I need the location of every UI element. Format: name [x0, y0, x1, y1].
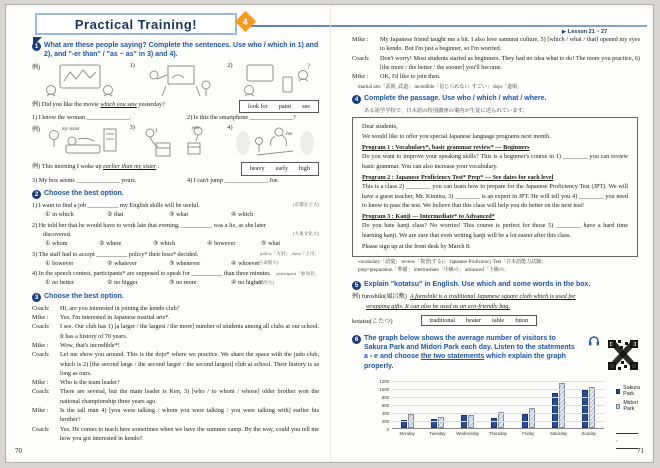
page-title-text: Practical Training!	[74, 16, 198, 32]
figure-label-joe: Joe	[285, 132, 293, 138]
s3-glossary: martial arts「武術, 武道」 incredible「信じられない, すごい」 dojo「道場」	[358, 85, 523, 91]
illustration-search-phone: 2) ?	[227, 62, 319, 99]
section-6-number: 6	[352, 335, 361, 344]
bar-midori-park-friday	[529, 408, 535, 428]
example-answer: which you saw	[100, 100, 137, 108]
word-box-2: heavy early high	[241, 162, 319, 175]
gridline	[392, 381, 604, 382]
illustration-heavy-boxes: 3) I you	[130, 124, 222, 161]
program-2-body: This is a class 2) ________ you can learn how to prepare for the Japanese Proficiency Test (JPT). We will have a guest teacher, Mr. Kimura, 3) ________ is an expert in JPT. He will tell you 4) ________ you need to know to pass the test. We believe that this class will help you do better on the next test!	[362, 183, 628, 209]
letter-closing: Please sign up at the front desk by March 8.	[362, 243, 471, 251]
gridline	[392, 389, 604, 390]
answer-blank-2	[616, 443, 638, 449]
s2-item-4: 4) In the speech contest, participants* are supposed to speak for __________ than three minutes. participant「参加者」 ① no better ② no bigger ③ no more ④ no higher (関西大)	[32, 270, 319, 287]
s2-item-2-options: ① whom ② where ③ which ④ however ⑤ what	[45, 240, 281, 248]
section-4-heading: 4 Complete the passage. Use who / which / what / where.	[352, 94, 640, 104]
y-axis-tick: 400	[381, 410, 389, 416]
x-axis-label: Thursday	[489, 431, 507, 437]
x-axis-label: Wednesday	[456, 431, 480, 437]
s2-item-3-options: ① however ② whatever ③ whenever ④ whoever (立命館大)	[32, 259, 319, 268]
bar-group-friday	[522, 408, 535, 428]
svg-text:?: ?	[307, 62, 311, 71]
s4-japanese-instruction: ある語学学校で、日本語の特別講座の案内が生徒に送られています。	[364, 108, 528, 115]
dialogue-line: Mike : Yes. I'm interested in Japanese martial arts*.	[32, 314, 170, 322]
source-label: (立命館大)	[257, 260, 279, 266]
gridline	[392, 413, 604, 414]
source-label: (関西大)	[257, 279, 274, 285]
waking-up-sketch	[40, 125, 120, 159]
illustration-row-1	[32, 62, 319, 99]
page-right	[330, 5, 653, 462]
dialogue-line: Mike : Who is the team leader?	[32, 379, 120, 387]
bar-group-thursday	[491, 412, 504, 428]
source-label: (京都女子大)	[292, 202, 319, 208]
bar-midori-park-tuesday	[438, 417, 444, 428]
figure-label-my-sister: my sister	[62, 127, 80, 133]
s5-item-label: kotatsu(こたつ)	[352, 317, 393, 325]
section-1-number: 1	[32, 42, 41, 51]
legend-swatch-midori	[616, 404, 620, 410]
section-3-number: 3	[32, 293, 41, 302]
section-2-number: 2	[32, 190, 41, 199]
dialogue-line: Mike : OK, I'd like to join then.	[352, 73, 441, 81]
dialogue-line: Coach: Don't worry! Most students started as beginners. They had no idea what to do! The more you practice, 6) [the more / the better / the sooner] you'll become.	[352, 54, 640, 71]
bar-sakura-park-saturday	[552, 393, 558, 428]
s1-example-1: 例) Did you like the movie which you saw yesterday? look for paint see	[32, 100, 319, 113]
y-axis-tick: 1200	[379, 378, 389, 384]
illustration-high-jump: 4) Joe	[227, 124, 319, 161]
play-triangle-icon: ▶	[562, 29, 566, 35]
word-box-1: look for paint see	[239, 100, 319, 113]
program-1-title: Program 1 : Vocabulary*, basic grammar review* — Beginners	[362, 144, 530, 152]
page-number-right: 71	[637, 447, 644, 455]
answer-blanks: ,	[616, 428, 641, 451]
lesson-range: ▶ Lesson 21 ~ 27	[562, 29, 608, 35]
s1-q3: 3) My box seems ______________ yours.	[32, 176, 137, 184]
program-2-title: Program 2 : Japanese Proficiency Test* Prep* — See dates for each level	[362, 173, 554, 181]
figure-label-i: I	[155, 129, 158, 135]
illustration-row-2	[32, 124, 319, 161]
program-3-body: Do you hate kanji class? No worries! This course is perfect for those 5) ________ have a hard time learning kanji. We are sure that even writing kanji will be a lot easier after this class.	[362, 222, 628, 239]
chart-side-panel	[616, 377, 641, 451]
section-2-heading: 2 Choose the best option.	[32, 189, 319, 199]
letter-salutation: Dear students,	[362, 123, 398, 131]
dialogue-line: Coach: Let me show you around. This is the dojo* where we practice. We share the space with the judo club, which is 2) [the second large / the second larger / the second largest] club at school. Their history is as long as ours.	[32, 351, 319, 377]
example-answer-2: earlier than my sister	[103, 163, 157, 171]
s5-example-label: 例) furoshiki(風呂敷)	[352, 293, 407, 301]
section-3-heading: 3 Choose the best option.	[32, 292, 319, 302]
s1-q1: 1) I know the woman ______________.	[32, 114, 132, 122]
painting-sketch	[138, 63, 218, 97]
gridline	[392, 405, 604, 406]
section-6-heading: 6 The graph below shows the average number of visitors to Sakura Park and Midori Park each day. Listen to the statements a - e and choose the two statements which explain the graph properly.	[352, 334, 576, 372]
visitors-chart-xlabels	[392, 431, 604, 436]
source-label: (大東文化大)	[292, 231, 319, 237]
page-number-left: 70	[15, 447, 22, 455]
s5-example	[352, 292, 640, 311]
s2-item-3: 3) The staff had to accept __________ policy* their boss* decided. policy「方針」, boss「上司」 ① however ② whatever ③ whenever ④ whoever (立命館大)	[32, 250, 319, 267]
answer-blank-1	[616, 428, 638, 434]
y-axis-tick: 200	[381, 418, 389, 424]
s2-item-4-options: ① no better ② no bigger ③ no more ④ no higher (関西大)	[32, 278, 319, 287]
gridline	[392, 397, 604, 398]
search-phone-sketch	[235, 63, 315, 97]
word-box-kotatsu: traditional heater table futon	[421, 315, 538, 326]
s4-footnotes: vocabulary「語彙」 review「復習(する)」 Japanese Proficiency Test「日本語能力試験」 prep=preparation「準備」 intermediate「中級の」 advanced「上級の」	[358, 260, 547, 273]
section-5-number: 5	[352, 281, 361, 290]
dialogue-line: Coach: I see. Our club has 1) [a larger / the largest / the more] number of students among all clubs at our school. It has a history of 70 years.	[32, 323, 319, 340]
movie-sketch	[40, 63, 120, 97]
illustration-movie: 例)	[32, 62, 124, 99]
gridline	[392, 421, 604, 422]
x-axis-label: Friday	[522, 431, 535, 437]
dialogue-line: Coach: Hi, are you interested in joining the kendo club?	[32, 304, 180, 312]
s1-q4: 4) I can't jump ______________ Joe.	[186, 176, 280, 184]
bar-midori-park-thursday	[498, 412, 504, 428]
book-spread	[5, 4, 654, 463]
visitors-chart	[364, 377, 640, 451]
letter-intro: We would like to offer you special Japanese language programs next month.	[362, 132, 551, 140]
dialogue-line: Coach: Yes. He comes to teach here sometimes when we have the summer camp. By the way, could you tell me how you got interested in kendo?	[32, 425, 319, 442]
x-axis-label: Monday	[399, 431, 415, 437]
s1-questions-34	[32, 176, 319, 185]
s2-item-1-options: ① in which ② that ③ what ④ which	[45, 211, 254, 219]
vocab-note: policy「方針」, boss「上司」	[260, 250, 319, 256]
program-letter-box	[352, 117, 638, 257]
high-jump-sketch	[235, 125, 315, 159]
legend-midori: Midori Park	[616, 400, 641, 412]
y-axis-tick: 800	[381, 394, 389, 400]
program-3-title: Program 3 : Kanji — Intermediate* to Advanced*	[362, 213, 495, 221]
y-axis-tick: 600	[381, 402, 389, 408]
section-6	[352, 334, 640, 452]
s1-q2: 2) Is this the smartphone ______________?	[186, 114, 296, 122]
bar-sakura-park-sunday	[582, 390, 588, 428]
illustration-waking-up: 例) my sister	[32, 124, 124, 161]
qr-code	[608, 338, 638, 372]
s2-item-2: 2) He told her that he would have to work late that evening, __________ was a lie, as she later discovered. (大東文化大) ① whom ② where ③ which ④ however ⑤ what	[32, 221, 319, 248]
program-1-body: Do you want to improve your speaking skills? This is a beginner's course in 1) ________ you can review basic grammar. You can also increase your vocabulary.	[362, 153, 628, 170]
page-left	[6, 5, 330, 462]
section-1-heading: 1 What are these people saying? Complete the sentences. Use who / which in 1) and 2), and "-er than" / "as ~ as" in 3) and 4).	[32, 41, 319, 60]
section-4-number: 4	[352, 95, 361, 104]
heavy-boxes-sketch	[138, 125, 218, 159]
unit-number-badge: 4	[235, 11, 256, 32]
y-axis-tick: 0	[386, 426, 389, 432]
legend-sakura: Sakura Park	[616, 385, 641, 397]
legend-swatch-sakura	[616, 389, 620, 395]
page-title	[35, 13, 237, 35]
dialogue-line: Mike : Wow, that's incredible*!	[32, 341, 120, 349]
s1-example-2: 例) This morning I woke up earlier than my sister . heavy early high	[32, 162, 319, 175]
s1-questions-12	[32, 113, 319, 122]
dialogue-line: Coach: There are several, but the main leader is Ken, 3) [who / to whom / whose] older brother won the national championship three years ago.	[32, 388, 319, 405]
section-5-heading: 5 Explain "kotatsu" in English. Use which and some words in the box.	[352, 280, 640, 290]
vocab-note: participant「参加者」	[276, 270, 319, 276]
s5-example-answer-2: wrapping gifts. It can also be used as an eco-friendly bag.	[366, 302, 511, 310]
s2-item-1: 1) I want to find a job __________ my English skills will be useful. (京都女子大) ① in which ② that ③ what ④ which	[32, 202, 319, 219]
x-axis-label: Saturday	[549, 431, 568, 437]
visitors-chart-plot	[379, 378, 604, 432]
figure-label-you: you	[191, 126, 199, 132]
s5-example-answer-1: A furoshiki is a traditional Japanese square cloth which is used for	[409, 293, 576, 301]
y-axis-tick: 1000	[379, 386, 389, 392]
headphones-icon	[588, 335, 600, 346]
dialogue-line: Mike : My Japanese friend taught me a bit. I also love samurai culture, 5) [which / what / that] opened my eyes to kendo. But I'm just a beginner, so I'm worried.	[352, 36, 640, 53]
x-axis-label: Tuesday	[429, 431, 446, 437]
bar-sakura-park-thursday	[491, 418, 497, 428]
illustration-painting: 1)	[130, 62, 222, 99]
x-axis-label: Sunday	[581, 431, 597, 437]
bar-group-tuesday	[431, 417, 444, 428]
dialogue-line: Mike : Is the tall man 4) [you were talking / whom you were talking / you were talking with] earlier his brother?	[32, 407, 319, 424]
s5-task-row	[352, 315, 640, 326]
